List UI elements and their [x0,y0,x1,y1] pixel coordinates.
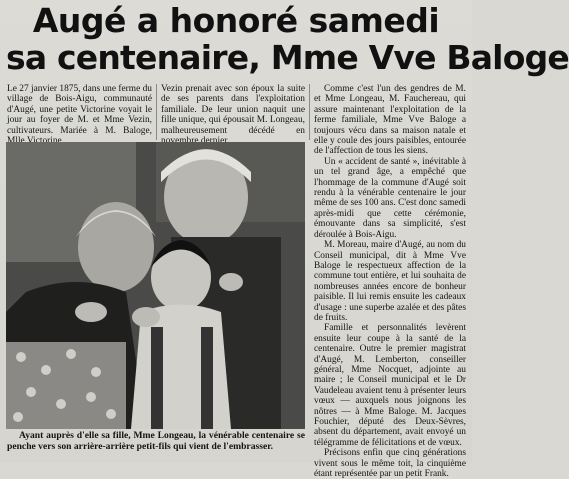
article-column-1: Le 27 janvier 1875, dans une ferme du village de Bois-Aigu, communauté d'Augé, une petite Victorine voyait le jour au foyer de M. et Mme Vezin, cultivateurs. Mariée à M. Baloge, [7,84,152,136]
paragraph: Comme c'est l'un des gendres de M. et Mme Longeau, M. Fauchereau, qui assure maintenant l'exploitation de la ferme familiale, Mme Vve Baloge a toujours vécu dans sa maison natale et elle y coule des jours paisibles, entourée de l'affection de tous les siens. [314,84,466,157]
headline [6,1,569,77]
column-divider [156,84,157,140]
headline-line-1: Augé a honoré samedi [32,1,440,40]
photo-caption: Ayant auprès d'elle sa fille, Mme Longeau, la vénérable centenaire se penche vers son arrière-arrière petit-fils qui vient de l'embrasser. [7,430,305,452]
column-divider [309,84,310,140]
paragraph: Précisons enfin que cinq générations vivent sous le même toit, la cinquième étant représentée par un petit Frank. [314,448,466,479]
article-column-3 [314,84,466,479]
photo-illustration [6,142,305,429]
headline-line-2: sa centenaire, Mme Vve Baloge [6,38,569,77]
paragraph: M. Moreau, maire d'Augé, au nom du Conseil municipal, dit à Mme Vve Baloge le respectueux affection de la commune tout entière, et lui souhaita de nombreuses années encore de bonheur paisible. Il lui remis ensuite les cadeaux d'usage : une superbe azalée et des pâtes de fruits. [314,240,466,323]
paragraph: Famille et personnalités levèrent ensuite leur coupe à la santé de la centenaire. Outre le premier magistrat d'Augé, M. Lemberton, conseiller général, Mme Nocquet, adjointe au maire ; le Conseil municipal et le Dr Vaudeleau avaient tenu à présenter leurs vœux — auxquels nous joignons les nôtres — à Mme Baloge. M. Jacques Fouchier, député des Deux-Sèvres, absent du département, avait envoyé un télégramme de félicitations et de vœux. [314,323,466,448]
article-column-2: Vezin prenait avec son époux la suite de ses parents dans l'exploitation familiale. De leur union naquit une fille unique, qui épousait M. Longeau, malheureusement décédé en [161,84,305,136]
paragraph: Un « accident de santé », inévitable à un tel grand âge, a empêché que l'hommage de la commune d'Augé soit rendu à la vénérable centenaire le jour même de ses 100 ans. C'est donc samedi après-midi que cette cérémonie, émouvante dans sa simplicité, s'est déroulée à Bois-Aigu. [314,156,466,240]
photograph [6,142,305,429]
